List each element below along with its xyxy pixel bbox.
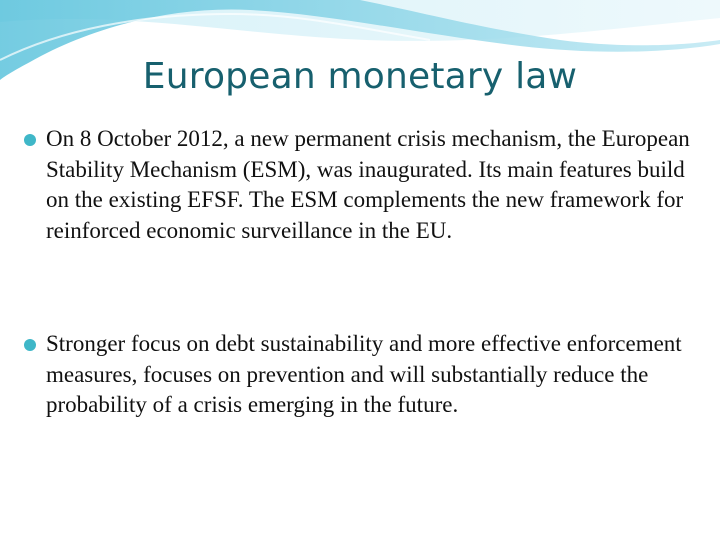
bullet-list bbox=[24, 124, 704, 421]
bullet-dot-icon bbox=[24, 339, 36, 351]
slide-title: European monetary law bbox=[142, 56, 578, 97]
bullet-item bbox=[24, 124, 704, 246]
bullet-text: On 8 October 2012, a new permanent crisis mechanism, the European Stability Mechanism (ESM), was inaugurated. Its main features build on the existing EFSF. The ESM complements the new framework for reinforced economic surveillance in the EU. bbox=[46, 126, 690, 243]
bullet-text: Stronger focus on debt sustainability and more effective enforcement measures, focuses on prevention and will substantially reduce the probability of a crisis emerging in the future. bbox=[46, 331, 682, 417]
bullet-item bbox=[24, 329, 704, 421]
bullet-dot-icon bbox=[24, 134, 36, 146]
